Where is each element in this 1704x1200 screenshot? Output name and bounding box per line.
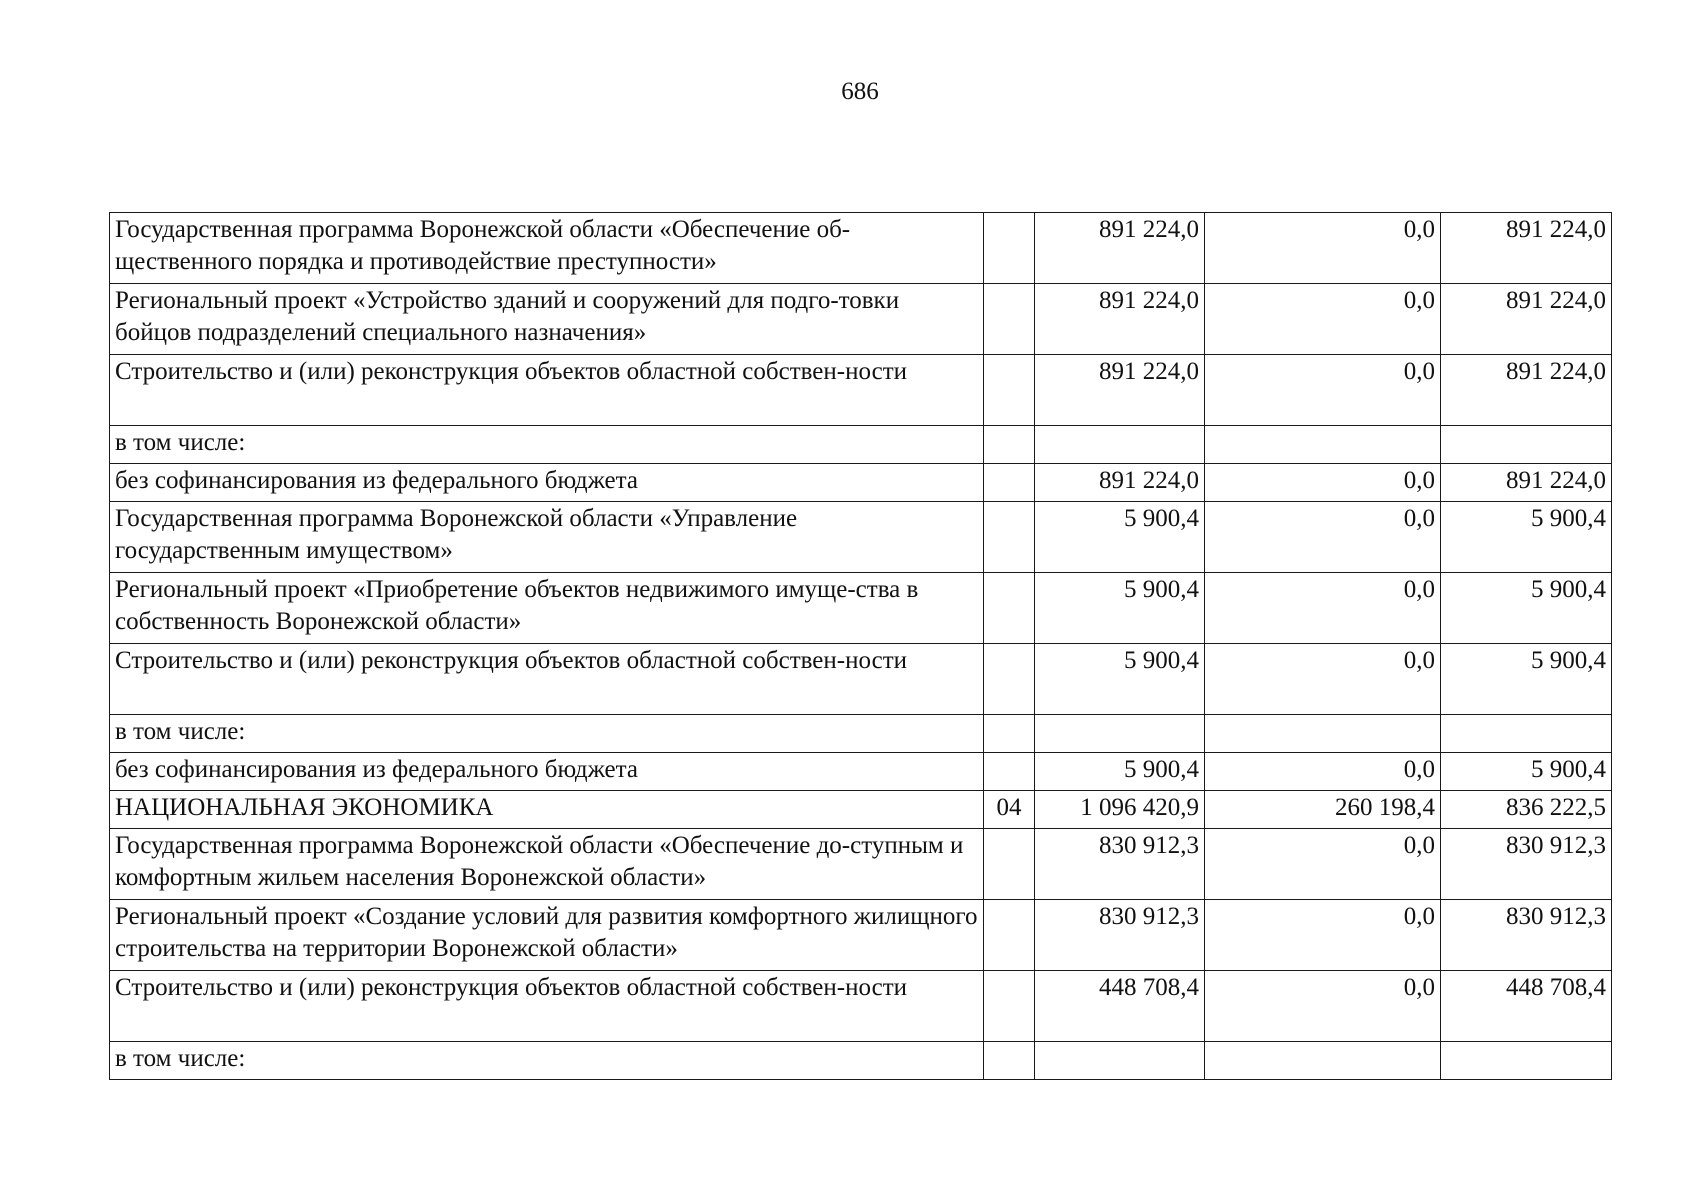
total-amount-cell xyxy=(1035,426,1205,464)
table-row xyxy=(110,971,1612,1042)
row-name-cell: Государственная программа Воронежской области «Обеспечение об-щественного порядка и противодействие преступности» xyxy=(110,213,984,284)
total-amount-cell: 5 900,4 xyxy=(1035,644,1205,715)
row-name-cell: без софинансирования из федерального бюджета xyxy=(110,464,984,502)
row-name-cell: Строительство и (или) реконструкция объектов областной собствен-ности xyxy=(110,971,984,1042)
total-amount-cell: 891 224,0 xyxy=(1035,284,1205,355)
regional-amount-cell: 891 224,0 xyxy=(1441,355,1612,426)
row-name-cell: Государственная программа Воронежской области «Обеспечение до-ступным и комфортным жильем населения Воронежской области» xyxy=(110,829,984,900)
section-code-cell xyxy=(984,464,1035,502)
federal-amount-cell: 0,0 xyxy=(1205,355,1441,426)
total-amount-cell: 448 708,4 xyxy=(1035,971,1205,1042)
row-name-cell: Региональный проект «Устройство зданий и сооружений для подго-товки бойцов подразделений специального назначения» xyxy=(110,284,984,355)
table-row xyxy=(110,573,1612,644)
section-code-cell xyxy=(984,284,1035,355)
section-code-cell xyxy=(984,573,1035,644)
row-name-cell: Строительство и (или) реконструкция объектов областной собствен-ности xyxy=(110,644,984,715)
federal-amount-cell: 0,0 xyxy=(1205,573,1441,644)
row-name-cell: НАЦИОНАЛЬНАЯ ЭКОНОМИКА xyxy=(110,791,984,829)
regional-amount-cell: 5 900,4 xyxy=(1441,502,1612,573)
table-row xyxy=(110,1042,1612,1080)
federal-amount-cell: 0,0 xyxy=(1205,213,1441,284)
federal-amount-cell: 0,0 xyxy=(1205,971,1441,1042)
table-row xyxy=(110,900,1612,971)
regional-amount-cell: 891 224,0 xyxy=(1441,284,1612,355)
table-body xyxy=(110,213,1612,1080)
federal-amount-cell xyxy=(1205,426,1441,464)
table-row xyxy=(110,715,1612,753)
total-amount-cell: 830 912,3 xyxy=(1035,900,1205,971)
table-row xyxy=(110,829,1612,900)
regional-amount-cell xyxy=(1441,715,1612,753)
regional-amount-cell: 5 900,4 xyxy=(1441,573,1612,644)
table-row xyxy=(110,355,1612,426)
federal-amount-cell: 0,0 xyxy=(1205,900,1441,971)
section-code-cell xyxy=(984,644,1035,715)
section-code-cell xyxy=(984,971,1035,1042)
budget-table xyxy=(109,212,1612,1080)
total-amount-cell xyxy=(1035,1042,1205,1080)
federal-amount-cell: 0,0 xyxy=(1205,284,1441,355)
row-name-cell: Строительство и (или) реконструкция объектов областной собствен-ности xyxy=(110,355,984,426)
page-number: 686 xyxy=(841,78,879,105)
total-amount-cell: 5 900,4 xyxy=(1035,573,1205,644)
table-row xyxy=(110,213,1612,284)
table-row xyxy=(110,426,1612,464)
total-amount-cell xyxy=(1035,715,1205,753)
section-code-cell xyxy=(984,355,1035,426)
section-code-cell xyxy=(984,1042,1035,1080)
row-name-cell: без софинансирования из федерального бюджета xyxy=(110,753,984,791)
federal-amount-cell: 0,0 xyxy=(1205,464,1441,502)
regional-amount-cell: 830 912,3 xyxy=(1441,829,1612,900)
section-code-cell xyxy=(984,426,1035,464)
table-row xyxy=(110,753,1612,791)
regional-amount-cell: 891 224,0 xyxy=(1441,213,1612,284)
regional-amount-cell xyxy=(1441,1042,1612,1080)
federal-amount-cell: 0,0 xyxy=(1205,502,1441,573)
total-amount-cell: 891 224,0 xyxy=(1035,464,1205,502)
row-name-cell: в том числе: xyxy=(110,1042,984,1080)
federal-amount-cell: 0,0 xyxy=(1205,753,1441,791)
section-code-cell xyxy=(984,213,1035,284)
federal-amount-cell: 0,0 xyxy=(1205,829,1441,900)
section-code-cell: 04 xyxy=(984,791,1035,829)
row-name-cell: в том числе: xyxy=(110,715,984,753)
federal-amount-cell xyxy=(1205,715,1441,753)
table-row xyxy=(110,502,1612,573)
total-amount-cell: 1 096 420,9 xyxy=(1035,791,1205,829)
section-code-cell xyxy=(984,900,1035,971)
regional-amount-cell: 5 900,4 xyxy=(1441,753,1612,791)
regional-amount-cell: 448 708,4 xyxy=(1441,971,1612,1042)
federal-amount-cell xyxy=(1205,1042,1441,1080)
table-row xyxy=(110,644,1612,715)
total-amount-cell: 891 224,0 xyxy=(1035,213,1205,284)
section-code-cell xyxy=(984,715,1035,753)
regional-amount-cell xyxy=(1441,426,1612,464)
regional-amount-cell: 836 222,5 xyxy=(1441,791,1612,829)
table-row xyxy=(110,791,1612,829)
table-row xyxy=(110,464,1612,502)
row-name-cell: Региональный проект «Приобретение объектов недвижимого имуще-ства в собственность Воронежской области» xyxy=(110,573,984,644)
total-amount-cell: 830 912,3 xyxy=(1035,829,1205,900)
total-amount-cell: 5 900,4 xyxy=(1035,502,1205,573)
federal-amount-cell: 0,0 xyxy=(1205,644,1441,715)
regional-amount-cell: 830 912,3 xyxy=(1441,900,1612,971)
table-row xyxy=(110,284,1612,355)
regional-amount-cell: 891 224,0 xyxy=(1441,464,1612,502)
total-amount-cell: 5 900,4 xyxy=(1035,753,1205,791)
row-name-cell: Региональный проект «Создание условий для развития комфортного жилищного строительства на территории Воронежской области» xyxy=(110,900,984,971)
row-name-cell: в том числе: xyxy=(110,426,984,464)
regional-amount-cell: 5 900,4 xyxy=(1441,644,1612,715)
federal-amount-cell: 260 198,4 xyxy=(1205,791,1441,829)
section-code-cell xyxy=(984,502,1035,573)
total-amount-cell: 891 224,0 xyxy=(1035,355,1205,426)
row-name-cell: Государственная программа Воронежской области «Управление государственным имуществом» xyxy=(110,502,984,573)
section-code-cell xyxy=(984,829,1035,900)
section-code-cell xyxy=(984,753,1035,791)
